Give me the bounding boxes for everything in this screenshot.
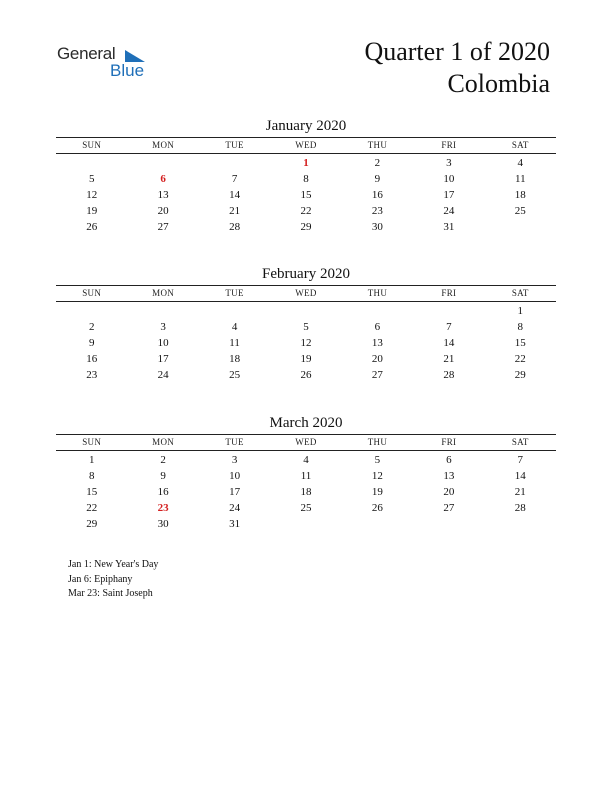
month-february xyxy=(56,265,556,383)
day-cell: 21 xyxy=(514,486,526,498)
day-cell: 4 xyxy=(231,321,238,333)
day-cell: 12 xyxy=(371,470,383,482)
day-cell: 1 xyxy=(88,454,95,466)
day-cell: 11 xyxy=(300,470,312,482)
weekday-label: SAT xyxy=(511,288,529,298)
day-cell: 17 xyxy=(229,486,241,498)
day-cell: 7 xyxy=(446,321,452,333)
day-cell: 29 xyxy=(300,221,312,233)
logo-text-blue: Blue xyxy=(110,61,145,80)
empty-day-cell xyxy=(485,219,556,235)
day-cell: 23 xyxy=(371,205,383,217)
empty-day-cell xyxy=(270,303,341,319)
day-cell: 27 xyxy=(157,221,169,233)
empty-day-cell xyxy=(56,303,127,319)
empty-day-cell xyxy=(56,155,127,171)
month-march xyxy=(56,414,556,532)
weekday-rule xyxy=(56,450,556,451)
holiday-day-cell: 23 xyxy=(157,502,169,514)
day-cell: 31 xyxy=(443,221,455,233)
day-cell: 22 xyxy=(86,502,98,514)
title-country: Colombia xyxy=(447,69,550,98)
day-grid xyxy=(56,452,556,532)
month-title: February 2020 xyxy=(262,266,350,282)
day-cell: 2 xyxy=(160,454,166,466)
day-cell: 9 xyxy=(374,173,381,185)
day-cell: 30 xyxy=(157,518,169,530)
day-cell: 10 xyxy=(229,470,241,482)
weekday-label: MON xyxy=(152,140,175,150)
day-cell: 6 xyxy=(374,321,381,333)
day-cell: 16 xyxy=(371,189,383,201)
day-cell: 21 xyxy=(443,353,455,365)
day-cell: 4 xyxy=(303,454,309,466)
weekday-label: MON xyxy=(152,437,175,447)
day-cell: 8 xyxy=(88,470,95,482)
day-cell: 13 xyxy=(157,189,169,201)
day-cell: 24 xyxy=(229,502,241,514)
weekday-label: SUN xyxy=(82,288,102,298)
weekday-label: WED xyxy=(295,437,317,447)
brand-logo xyxy=(57,44,157,84)
weekday-label: FRI xyxy=(441,437,457,447)
day-cell: 22 xyxy=(514,353,526,365)
empty-day-cell xyxy=(199,155,270,171)
empty-day-cell xyxy=(270,516,341,532)
day-grid xyxy=(56,155,556,235)
day-cell: 16 xyxy=(157,486,169,498)
empty-day-cell xyxy=(413,303,484,319)
day-cell: 22 xyxy=(300,205,312,217)
day-cell: 28 xyxy=(514,502,526,514)
day-cell: 5 xyxy=(374,454,381,466)
day-cell: 4 xyxy=(517,157,524,169)
holiday-note: Jan 1: New Year's Day xyxy=(68,559,159,570)
day-cell: 12 xyxy=(300,337,312,349)
logo-text-general: General xyxy=(57,44,116,63)
day-cell: 3 xyxy=(231,454,238,466)
day-cell: 28 xyxy=(229,221,241,233)
empty-day-cell xyxy=(485,516,556,532)
day-cell: 11 xyxy=(514,173,526,185)
day-cell: 18 xyxy=(514,189,526,201)
weekday-label: TUE xyxy=(225,140,244,150)
day-cell: 29 xyxy=(86,518,98,530)
day-cell: 8 xyxy=(303,173,309,185)
day-cell: 30 xyxy=(371,221,383,233)
day-cell: 10 xyxy=(443,173,455,185)
day-cell: 24 xyxy=(157,369,169,381)
empty-day-cell xyxy=(127,303,198,319)
day-cell: 19 xyxy=(371,486,383,498)
weekday-label: SAT xyxy=(511,437,529,447)
empty-day-cell xyxy=(342,303,413,319)
holiday-note: Mar 23: Saint Joseph xyxy=(68,588,153,599)
month-title: January 2020 xyxy=(265,118,347,134)
day-cell: 25 xyxy=(300,502,312,514)
month-title: March 2020 xyxy=(269,415,343,431)
day-cell: 5 xyxy=(88,173,95,185)
weekday-label: WED xyxy=(295,288,317,298)
day-cell: 23 xyxy=(86,369,98,381)
day-cell: 3 xyxy=(160,321,166,333)
weekday-header xyxy=(56,138,556,153)
day-cell: 15 xyxy=(86,486,98,498)
day-cell: 14 xyxy=(443,337,455,349)
day-cell: 20 xyxy=(157,205,169,217)
day-cell: 6 xyxy=(446,454,452,466)
day-cell: 9 xyxy=(88,337,95,349)
title-quarter: Quarter 1 of 2020 xyxy=(364,37,550,66)
weekday-label: SUN xyxy=(82,437,102,447)
empty-day-cell xyxy=(127,155,198,171)
holiday-day-cell: 1 xyxy=(303,157,309,169)
holiday-note: Jan 6: Epiphany xyxy=(68,573,133,585)
day-cell: 8 xyxy=(517,321,524,333)
day-cell: 31 xyxy=(229,518,241,530)
day-cell: 26 xyxy=(371,502,383,514)
day-cell: 27 xyxy=(371,369,383,381)
day-cell: 2 xyxy=(88,321,95,333)
day-cell: 14 xyxy=(229,189,241,201)
day-cell: 12 xyxy=(86,189,98,201)
holiday-day-cell: 6 xyxy=(160,173,166,185)
weekday-label: TUE xyxy=(225,437,244,447)
month-january xyxy=(56,117,556,235)
weekday-rule xyxy=(56,153,556,154)
weekday-header xyxy=(56,286,556,301)
weekday-rule xyxy=(56,301,556,302)
day-cell: 1 xyxy=(517,305,524,317)
day-cell: 21 xyxy=(229,205,241,217)
day-cell: 10 xyxy=(157,337,169,349)
weekday-header xyxy=(56,435,556,450)
day-cell: 2 xyxy=(374,157,381,169)
weekday-label: THU xyxy=(367,288,388,298)
day-cell: 25 xyxy=(229,369,241,381)
day-cell: 3 xyxy=(446,157,452,169)
day-cell: 5 xyxy=(303,321,309,333)
day-cell: 17 xyxy=(157,353,169,365)
day-cell: 13 xyxy=(443,470,455,482)
day-cell: 16 xyxy=(86,353,98,365)
weekday-label: SAT xyxy=(511,140,529,150)
day-cell: 18 xyxy=(229,353,241,365)
day-cell: 24 xyxy=(443,205,455,217)
day-cell: 27 xyxy=(443,502,455,514)
page-title xyxy=(364,36,550,100)
weekday-label: FRI xyxy=(441,288,457,298)
empty-day-cell xyxy=(342,516,413,532)
day-cell: 19 xyxy=(300,353,312,365)
day-cell: 7 xyxy=(231,173,238,185)
day-cell: 26 xyxy=(300,369,312,381)
empty-day-cell xyxy=(413,516,484,532)
day-cell: 13 xyxy=(371,337,383,349)
weekday-label: SUN xyxy=(82,140,102,150)
weekday-label: MON xyxy=(152,288,175,298)
day-cell: 14 xyxy=(514,470,526,482)
weekday-label: WED xyxy=(295,140,317,150)
day-cell: 20 xyxy=(443,486,455,498)
day-cell: 7 xyxy=(517,454,524,466)
day-cell: 19 xyxy=(86,205,98,217)
day-cell: 15 xyxy=(514,337,526,349)
day-cell: 9 xyxy=(160,470,166,482)
day-cell: 15 xyxy=(300,189,312,201)
empty-day-cell xyxy=(199,303,270,319)
day-cell: 17 xyxy=(443,189,455,201)
weekday-label: FRI xyxy=(441,140,457,150)
weekday-label: THU xyxy=(367,437,388,447)
day-cell: 26 xyxy=(86,221,98,233)
day-cell: 20 xyxy=(371,353,383,365)
day-cell: 29 xyxy=(514,369,526,381)
day-cell: 18 xyxy=(300,486,312,498)
day-grid xyxy=(56,303,556,383)
day-cell: 11 xyxy=(229,337,240,349)
day-cell: 25 xyxy=(514,205,526,217)
weekday-label: TUE xyxy=(225,288,244,298)
weekday-label: THU xyxy=(367,140,388,150)
holiday-notes xyxy=(68,558,158,602)
day-cell: 28 xyxy=(443,369,455,381)
